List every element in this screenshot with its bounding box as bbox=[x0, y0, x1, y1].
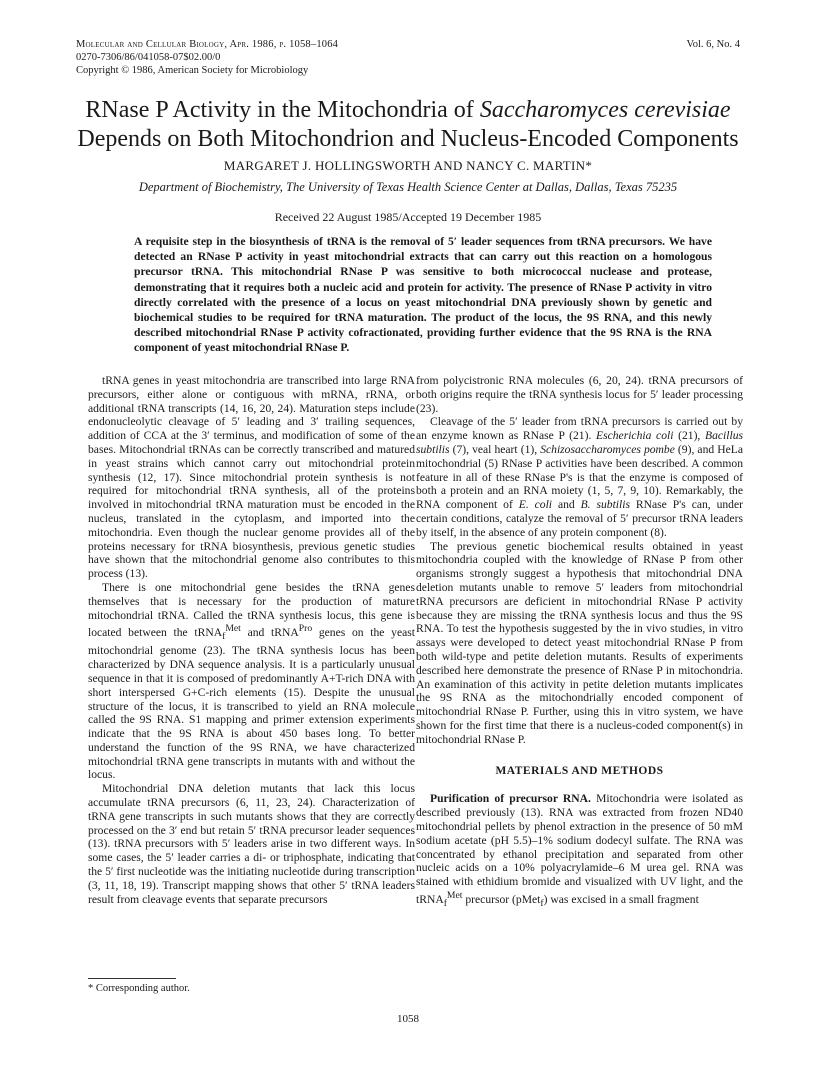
abstract: A requisite step in the biosynthesis of tRNA is the removal of 5′ leader sequences from tRNA precursors. We have detected an RNase P activity in yeast mitochondrial extracts that can carry out this reaction on a homologous precursor tRNA. This mitochondrial RNase P was sensitive to both micrococcal nuclease and protease, demonstrating that it requires both a nucleic acid and protein for activity. The presence of RNase P activity in vitro directly correlated with the presence of a locus on yeast mitochondrial DNA previously shown by genetic and biochemical studies to be required for tRNA maturation. The product of the locus, the 9S RNA, and this newly described mitochondrial RNase P activity cofractionated, providing further evidence that the 9S RNA is the RNA component of yeast mitochondrial RNase P. bbox=[134, 235, 712, 355]
affiliation: Department of Biochemistry, The University of Texas Health Science Center at Dallas, Dallas, Texas 75235 bbox=[138, 180, 678, 194]
paragraph: Purification of precursor RNA. Mitochondria were isolated as described previously (13). RNA was extracted from frozen ND40 mitochondrial pellets by phenol extraction in the presence of 50 mM sodium acetate (pH 5.5)–1% sodium dodecyl sulfate. The RNA was concentrated by ethanol precipitation and separated from other nucleic acids on a 10% polyacrylamide–6 M urea gel. RNA was stained with ethidium bromide and visualized with UV light, and the tRNA$_f^{Met}$ precursor (pMet$_f$) was excised in a small fragment bbox=[416, 792, 743, 910]
author-list: MARGARET J. HOLLINGSWORTH AND NANCY C. MARTIN* bbox=[223, 158, 593, 173]
copyright-line: Copyright © 1986, American Society for Microbiology bbox=[76, 65, 309, 76]
article-code: 0270-7306/86/041058-07$02.00/0 bbox=[76, 52, 221, 63]
paragraph: Mitochondrial DNA deletion mutants that lack this locus accumulate tRNA precursors (6, 11, 23, 24). Characterization of tRNA gene transcripts in such mutants shows that they are correctly processed on the 3′ end but retain 5′ tRNA precursor leader sequences (13). tRNA precursors with 5′ leaders arise in two different ways. In some cases, the 5′ leader carries a di- or triphosphate, indicating that the 5′ first nucleotide was the initiating nucleotide during transcription (3, 11, 18, 19). Transcript mapping shows that other 5′ tRNA leaders result from cleavage events that separate precursors bbox=[88, 782, 415, 906]
page-number: 1058 bbox=[397, 1013, 419, 1025]
received-dates: Received 22 August 1985/Accepted 19 December 1985 bbox=[274, 210, 542, 224]
right-column bbox=[416, 374, 743, 911]
title-part-1: RNase P Activity in the Mitochondria of bbox=[85, 97, 480, 123]
subsection-heading: Purification of precursor RNA. bbox=[430, 792, 591, 806]
section-heading: MATERIALS AND METHODS bbox=[495, 764, 664, 777]
paragraph: from polycistronic RNA molecules (6, 20, 24). tRNA precursors of both origins require the tRNA synthesis locus for 5′ leader processing (23). bbox=[416, 374, 743, 415]
volume-issue: Vol. 6, No. 4 bbox=[686, 39, 740, 50]
paragraph: There is one mitochondrial gene besides the tRNA genes themselves that is necessary for the production of mature mitochondrial tRNA. Called the tRNA synthesis locus, this gene is located between the tRNA$_f^{Met}$ and tRNA$^{Pro}$ genes on the yeast mitochondrial genome (23). The tRNA synthesis locus has been characterized by DNA sequence analysis. It is a particularly unusual sequence in that it is composed of predominantly A+T-rich DNA with short interspersed G+C-rich elements (15). Despite the unusual structure of the locus, it is transcribed to yield an RNA molecule called the 9S RNA. S1 mapping and primer extension experiments indicate that the 9S RNA is about 450 bases long. To better understand the function of the 9S RNA, we have characterized mitochondrial tRNA gene transcripts in mutants with and without the locus. bbox=[88, 580, 415, 782]
left-column bbox=[88, 374, 415, 906]
paragraph: Cleavage of the 5′ leader from tRNA precursors is carried out by an enzyme known as RNase P (21). Escherichia coli (21), Bacillus subtilis (7), veal heart (1), Schizosaccharomyces pombe (9), and HeLa mitochondrial (5) RNase P activities have been described. A common feature in all of these RNase P's is that the enzyme is composed of both a protein and an RNA moiety (1, 5, 7, 9, 10). Remarkably, the RNA component of E. coli and B. subtilis RNase P's can, under certain conditions, catalyze the removal of 5′ precursor tRNA leaders by itself, in the absence of any protein component (8). bbox=[416, 415, 743, 539]
article-title bbox=[40, 96, 776, 154]
footnote: * Corresponding author. bbox=[88, 983, 190, 994]
paragraph: tRNA genes in yeast mitochondria are transcribed into large RNA precursors, either alone or contiguous with mRNA, rRNA, or additional tRNA transcripts (14, 16, 20, 24). Maturation steps include endonucleolytic cleavage of 5′ leading and 3′ trailing sequences, addition of CCA at the 3′ terminus, and modification of some of the bases. Mitochondrial tRNAs can be correctly transcribed and matured in yeast strains which cannot carry out mitochondrial protein synthesis (12, 17). Since mitochondrial protein synthesis is not required for mitochondrial tRNA synthesis, all of the proteins involved in mitochondrial tRNA maturation must be encoded in the nucleus, translated in the cytoplasm, and imported into the mitochondria. Even though the nuclear genome provides all of the proteins necessary for tRNA biosynthesis, previous genetic studies have shown that the mitochondrial genome also contributes to this process (13). bbox=[88, 374, 415, 581]
title-species: Saccharomyces cerevisiae bbox=[479, 97, 731, 123]
paragraph: The previous genetic biochemical results obtained in yeast mitochondria coupled with the knowledge of RNase P from other organisms strongly suggest a hypothesis that mitochondrial DNA deletion mutants unable to remove 5′ leaders from mitochondrial tRNA precursors are deficient in mitochondrial RNase P activity because they are missing the tRNA synthesis locus and thus the 9S RNA. To test the hypothesis suggested by the in vivo studies, in vitro assays were developed to detect yeast mitochondrial RNase P from both wild-type and petite deletion mutants. Results of experiments described here demonstrate the presence of RNase P in mitochondria. An examination of this activity in petite deletion mutants implicates the 9S RNA as the mitochondrially encoded component of mitochondrial RNase P. Further, using this in vitro system, we have shown for the first time that there is a nucleus-coded component(s) in mitochondrial RNase P. bbox=[416, 539, 743, 746]
footnote-divider bbox=[88, 978, 176, 979]
title-part-2: Depends on Both Mitochondrion and Nucleus-Encoded Components bbox=[77, 126, 739, 152]
journal-citation: Molecular and Cellular Biology, Apr. 1986, p. 1058–1064 bbox=[76, 39, 339, 50]
running-header bbox=[76, 38, 740, 77]
